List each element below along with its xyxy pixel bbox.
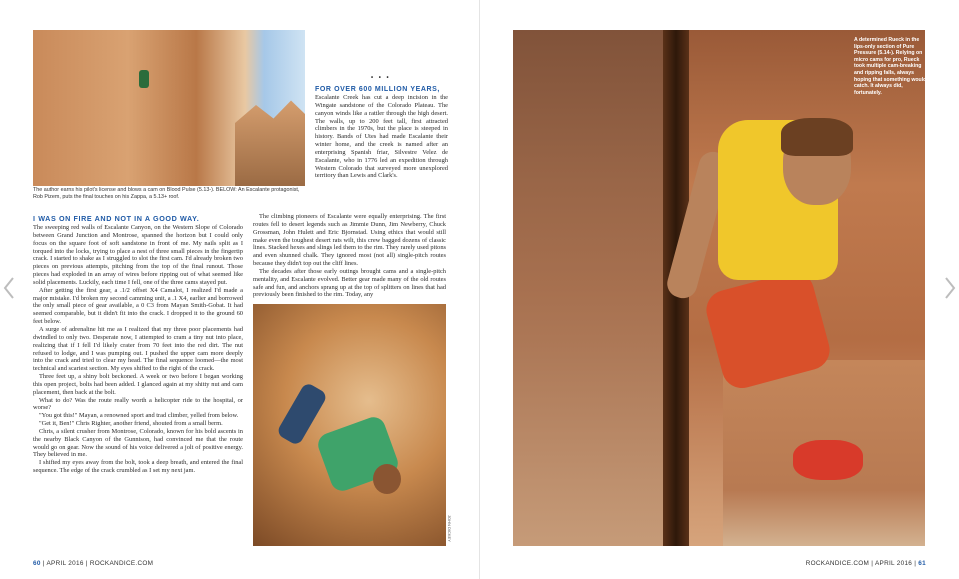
article-headline: I WAS ON FIRE AND NOT IN A GOOD WAY. <box>33 214 200 223</box>
climber-roof-photo <box>253 304 446 546</box>
rope-pile <box>793 440 863 480</box>
paragraph: After getting the first gear, a .1/2 offset X4 Camalot, I realized I'd made a major mistake. I'd broken my second camming unit, a .1 X4, earlier and borrowed the only small piece of gear available, a 0 C3 from Mayan Smith-Gobat. It had seemed comparable, but it didn't fit into the crack. I dropped it to the ground 60 feet below. <box>33 286 243 326</box>
chevron-left-icon <box>2 276 16 300</box>
paragraph: A surge of adrenaline hit me as I realized that my three poor placements had dwindled to only two. Desperate now, I attempted to cram a tiny nut into place, realizing that if I fell I'd likely crater from 70 feet into the red dirt. The nut refused to lodge, and I was pumping out. I pushed the upper cam more deeply into the crack and tried to clear my head. The final sequence loomed—the most technical and scariest section. My eyes shifted to the right of the crack. <box>33 325 243 373</box>
section-break: • • • <box>371 75 391 81</box>
climber-hair <box>781 118 853 156</box>
paragraph: Escalante Creek has cut a deep incision in the Wingate sandstone of the Colorado Plateau. The canyon winds like a rattler through the high desert. The walls, up to 200 feet tall, first attracted climbers in the 1970s, but the place is steeped in history. Bands of Utes had made Escalante their winter home, and the creek is named after an enterprising Spanish friar, Silvestre Velez de Escalante, who in 1776 led an expedition through Western Colorado that surveyed more unexplored territory than Lewis and Clark's. <box>315 94 448 180</box>
folio-right <box>806 560 926 567</box>
photo-credit: JOHN DICKEY <box>447 515 452 542</box>
paragraph: I shifted my eyes away from the bolt, took a deep breath, and entered the final sequence. The edge of the crack crumbled as I set my next jam. <box>33 459 243 475</box>
page-number: 60 <box>33 560 41 567</box>
rock-wall <box>513 30 663 546</box>
folio-text: | APRIL 2016 | ROCKANDICE.COM <box>42 560 154 567</box>
photo-caption-overlay: A determined Rueck in the lips-only section of Pure Pressure (5.14-). Relying on micro cams for pro, Rueck took multiple cam-breaking and ripping falls, always hoping that something would catch. It always did, fortunately. <box>854 37 927 96</box>
folio-left <box>33 560 153 567</box>
photo-caption-top: The author earns his pilot's license and blows a cam on Blood Pulse (5.13-). BELOW: An Escalante protagonist, Rob Pizem, puts the final touches on his Zappa, a 5.13+ roof. <box>33 187 300 200</box>
article-body-left <box>33 224 243 475</box>
rock-formation <box>235 96 305 186</box>
paragraph: "Get it, Ben!" Chris Righter, another friend, shouted from a small berm. <box>39 420 223 428</box>
climber-head <box>373 464 401 494</box>
paragraph: "You got this!" Mayan, a renowned sport and trad climber, yelled from below. <box>39 412 239 420</box>
paragraph: The decades after those early outings brought cams and a single-pitch mentality, and Escalante evolved. Better gear made many of the old routes safe and fun, and anchors sprang up at the top of splitters on lines that had previously been finished to the rim. Today, any <box>253 267 446 299</box>
article-body-right-top <box>315 94 448 180</box>
next-page-button[interactable] <box>943 276 957 300</box>
climber-figure <box>139 70 149 88</box>
climber-photo-top <box>33 30 305 186</box>
paragraph: Three feet up, a shiny bolt beckoned. A week or two before I began working this open project, bolts had been added. I glanced again at my shitty nut and cam placement, then back at the bolt. <box>33 373 243 396</box>
section-headline: FOR OVER 600 MILLION YEARS, <box>315 86 440 93</box>
paragraph: Chris, a silent crusher from Montrose, Colorado, known for his bold ascents in the nearby Black Canyon of the Gunnison, had convinced me that the route would go on gear. Now the sound of his voice delivered a jolt of positive energy. They believed in me. <box>33 427 243 459</box>
paragraph: What to do? Was the route really worth a helicopter ride to the hospital, or worse? <box>33 396 243 412</box>
folio-text: ROCKANDICE.COM | APRIL 2016 | <box>805 560 917 567</box>
chevron-right-icon <box>943 276 957 300</box>
prev-page-button[interactable] <box>2 276 16 300</box>
climber-crack-photo <box>513 30 925 546</box>
paragraph: The sweeping red walls of Escalante Canyon, on the Western Slope of Colorado between Grand Junction and Montrose, spanned the horizon but I could only focus on the square foot of soft sandstone in front of me. My nails split as I torqued into the locks, trying to place a nest of three small pieces in the fingertip crack. I started to shake as I struggled to slot the first cam. I'd already broken two pieces on previous attempts, pitching from the top of the final runout. Those pieces had exploded in an array of wires before ripping out of what seemed like solid placements. Luckily, each time I fell, one of the three cams stayed put. <box>33 224 243 286</box>
page-number: 61 <box>918 560 926 567</box>
paragraph: The climbing pioneers of Escalante were equally enterprising. The first routes fell to desert legends such as Jimmie Dunn, Jim Newberry, Chuck Grossman, John Hulett and Eric Bjornstad. Using ethics that would still make even the toughest desert rats wilt, this crew bagged dozens of classic lines. Stacked hexes and slings led them to the rim. They rarely used pitons and even shunned chalk. They ignored most (not all) single-pitch routes because they didn't top out the cliff lines. <box>253 213 446 268</box>
right-page <box>480 0 959 579</box>
article-body-right-wide <box>253 213 446 299</box>
